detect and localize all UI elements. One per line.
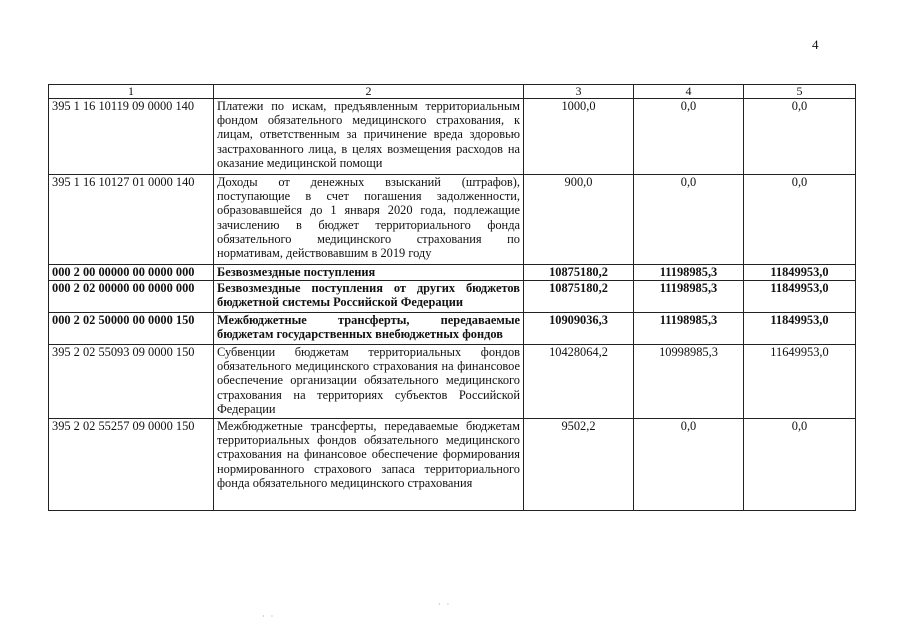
- year-2-value-cell: 0,0: [634, 419, 744, 511]
- revenue-table: [48, 84, 856, 511]
- table-row: [49, 281, 856, 313]
- budget-code-cell: 395 2 02 55257 09 0000 150: [49, 419, 214, 511]
- year-2-value-cell: 10998985,3: [634, 345, 744, 419]
- income-name-cell: Платежи по искам, предъявленным территориальным фондом обязательного медицинского страхования, к лицам, ответственным за причинение вреда здоровью застрахованного лица, в целях возмещения расходов на оказание медицинской помощи: [214, 99, 524, 175]
- income-name-cell: Межбюджетные трансферты, передаваемые бюджетам государственных внебюджетных фондов: [214, 313, 524, 345]
- header-cell-code: 1: [49, 85, 214, 99]
- budget-code-cell: 000 2 00 00000 00 0000 000: [49, 265, 214, 281]
- year-3-value-cell: 11849953,0: [744, 281, 856, 313]
- income-name-cell: Безвозмездные поступления: [214, 265, 524, 281]
- year-3-value-cell: 11849953,0: [744, 265, 856, 281]
- year-1-value-cell: 1000,0: [524, 99, 634, 175]
- table-row: [49, 265, 856, 281]
- year-2-value-cell: 11198985,3: [634, 313, 744, 345]
- scan-speck: · ·: [262, 612, 276, 621]
- income-name-cell: Безвозмездные поступления от других бюджетов бюджетной системы Российской Федерации: [214, 281, 524, 313]
- table-row: [49, 99, 856, 175]
- table-row: [49, 345, 856, 419]
- year-2-value-cell: 0,0: [634, 99, 744, 175]
- year-3-value-cell: 0,0: [744, 99, 856, 175]
- year-2-value-cell: 0,0: [634, 175, 744, 265]
- budget-code-cell: 395 1 16 10119 09 0000 140: [49, 99, 214, 175]
- year-3-value-cell: 11849953,0: [744, 313, 856, 345]
- budget-code-cell: 000 2 02 50000 00 0000 150: [49, 313, 214, 345]
- income-name-cell: Доходы от денежных взысканий (штрафов), поступающие в счет погашения задолженности, образовавшейся до 1 января 2020 года, подлежащие зачислению в бюджет территориального фонда обязательного медицинского страхования по нормативам, действовавшим в 2019 году: [214, 175, 524, 265]
- year-1-value-cell: 10875180,2: [524, 265, 634, 281]
- year-3-value-cell: 11649953,0: [744, 345, 856, 419]
- header-cell-year-1: 3: [524, 85, 634, 99]
- table-row: [49, 419, 856, 511]
- header-cell-year-3: 5: [744, 85, 856, 99]
- year-1-value-cell: 10428064,2: [524, 345, 634, 419]
- table-header-row: [49, 85, 856, 99]
- budget-code-cell: 000 2 02 00000 00 0000 000: [49, 281, 214, 313]
- year-2-value-cell: 11198985,3: [634, 265, 744, 281]
- scan-speck: · ·: [438, 600, 452, 609]
- year-3-value-cell: 0,0: [744, 175, 856, 265]
- year-3-value-cell: 0,0: [744, 419, 856, 511]
- page-number: 4: [812, 37, 819, 52]
- year-1-value-cell: 900,0: [524, 175, 634, 265]
- year-1-value-cell: 9502,2: [524, 419, 634, 511]
- budget-code-cell: 395 1 16 10127 01 0000 140: [49, 175, 214, 265]
- table-row: [49, 175, 856, 265]
- header-cell-name: 2: [214, 85, 524, 99]
- year-1-value-cell: 10875180,2: [524, 281, 634, 313]
- income-name-cell: Субвенции бюджетам территориальных фондов обязательного медицинского страхования на финансовое обеспечение организации обязательного медицинского страхования на территориях субъектов Российской Федерации: [214, 345, 524, 419]
- budget-code-cell: 395 2 02 55093 09 0000 150: [49, 345, 214, 419]
- header-cell-year-2: 4: [634, 85, 744, 99]
- year-1-value-cell: 10909036,3: [524, 313, 634, 345]
- year-2-value-cell: 11198985,3: [634, 281, 744, 313]
- table-row: [49, 313, 856, 345]
- income-name-cell: Межбюджетные трансферты, передаваемые бюджетам территориальных фондов обязательного медицинского страхования на финансовое обеспечение формирования нормированного страхового запаса территориального фонда обязательного медицинского страхования: [214, 419, 524, 511]
